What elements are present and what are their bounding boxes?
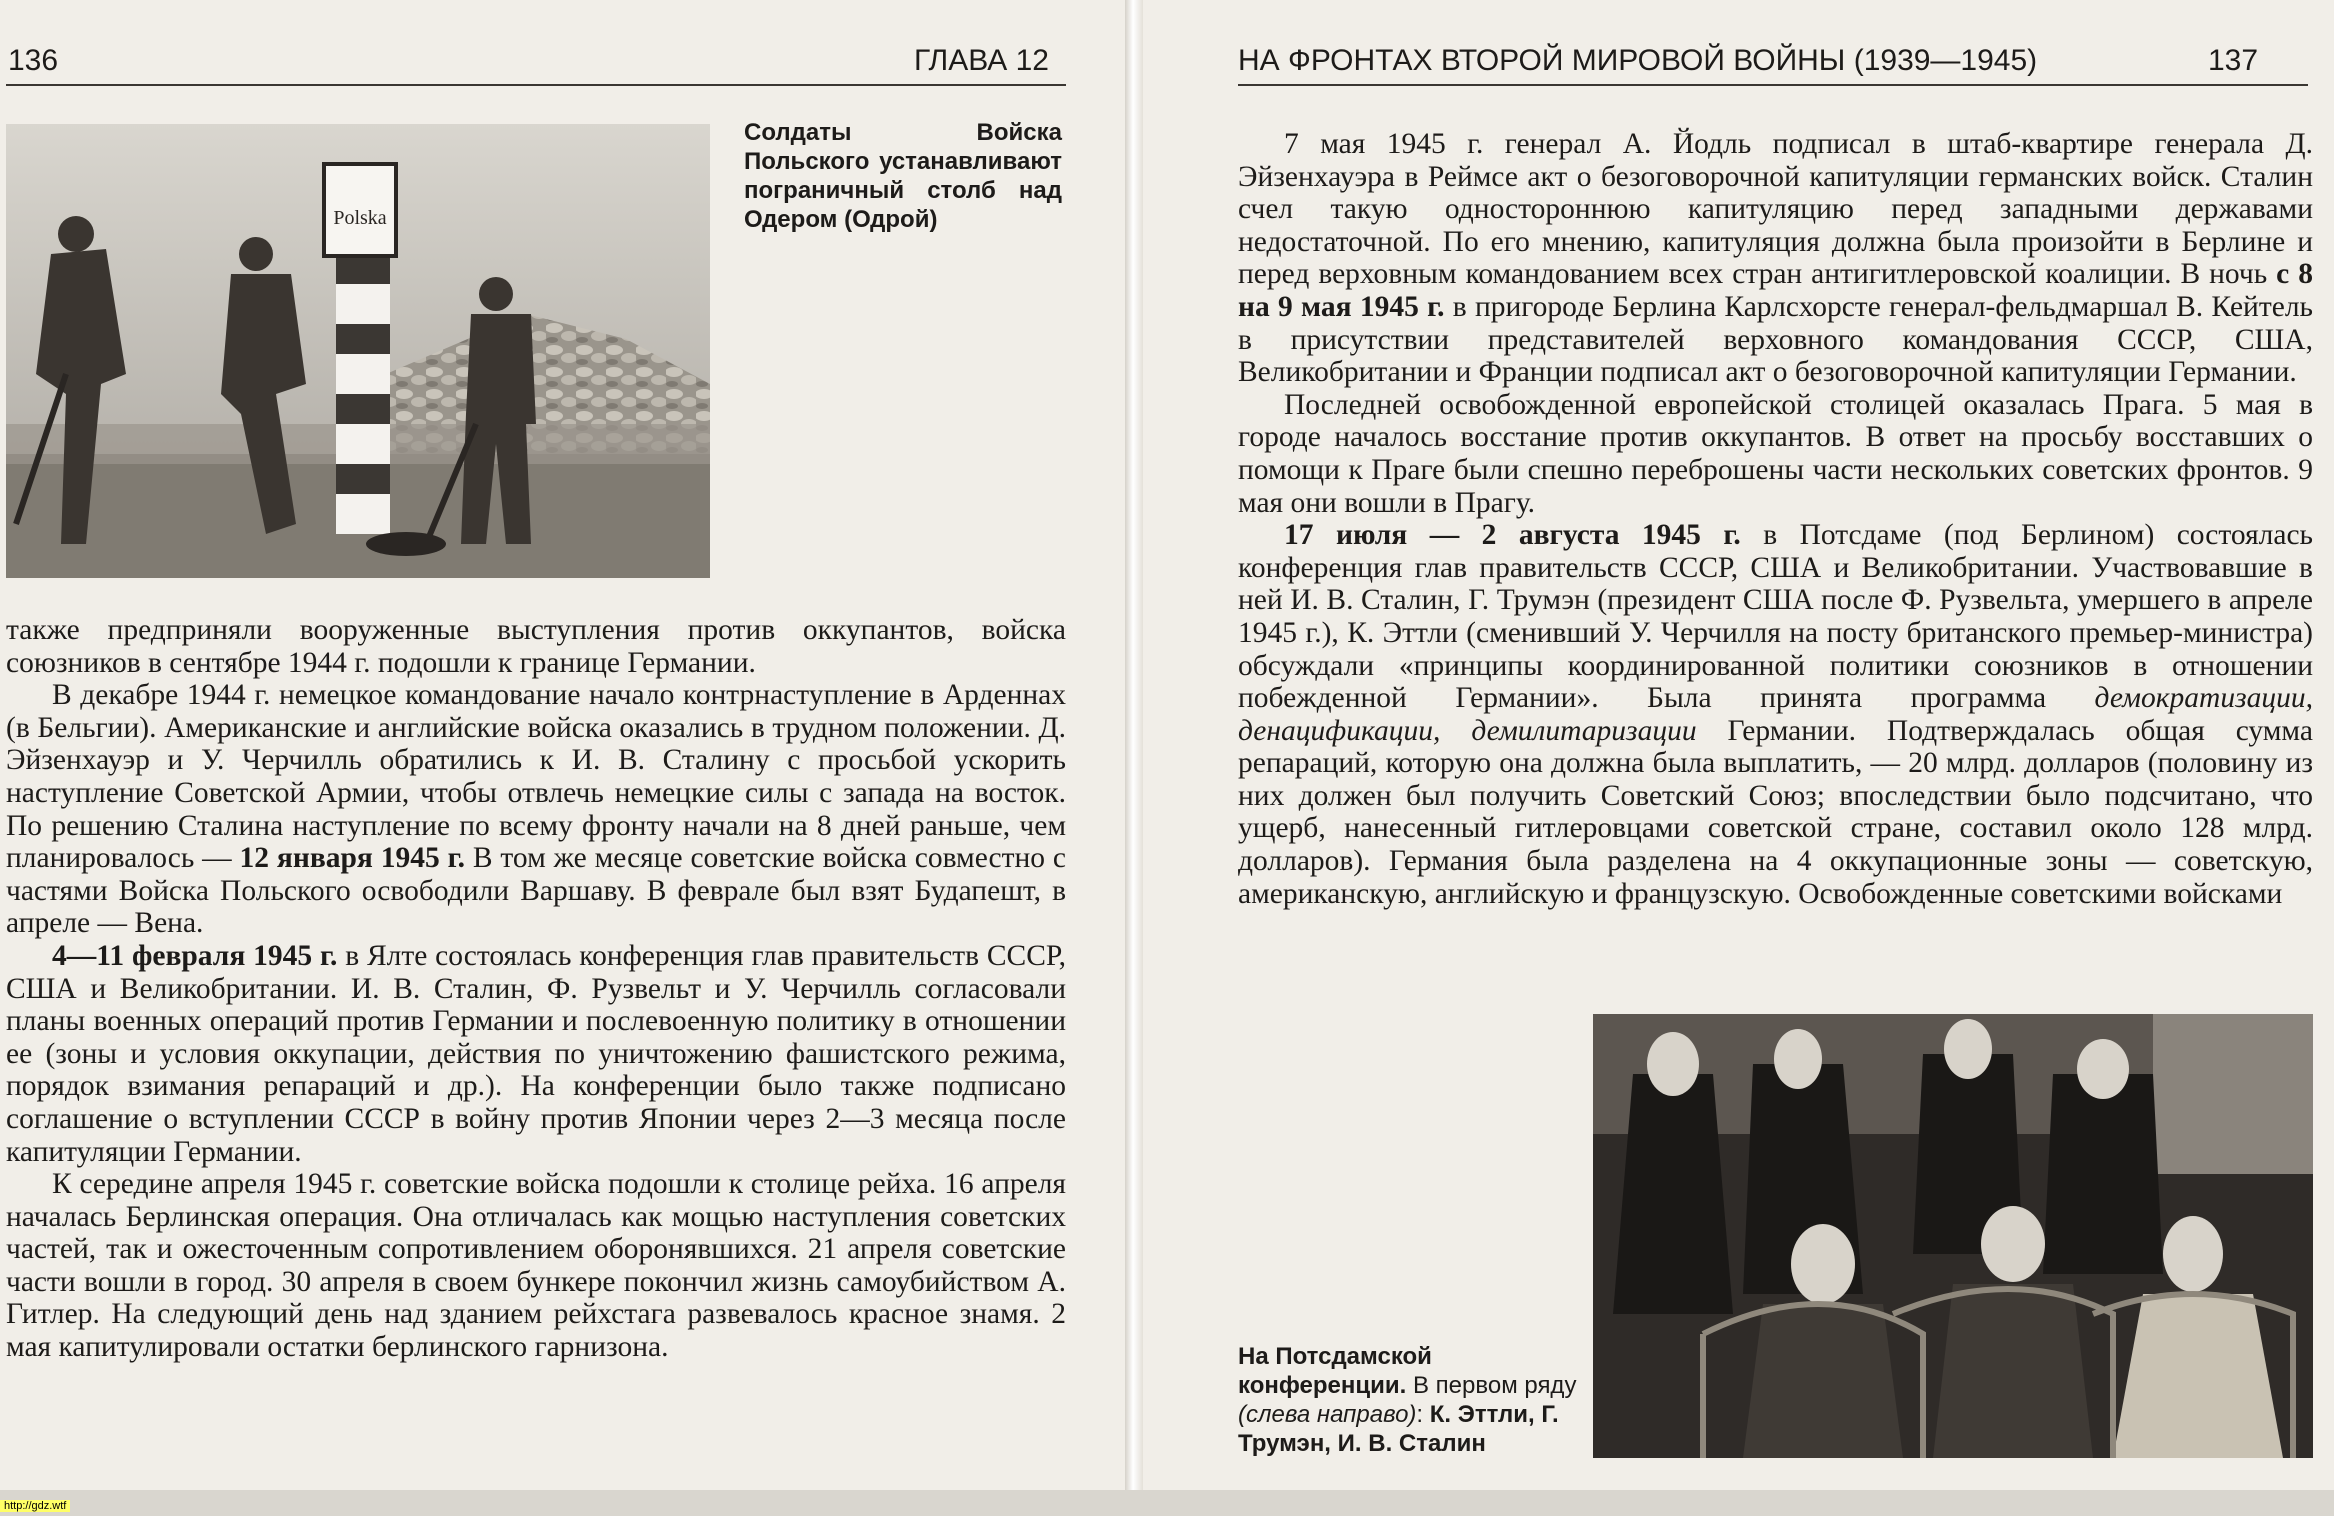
header-rule-left xyxy=(6,84,1066,86)
polska-sign-text: Polska xyxy=(333,207,387,229)
paragraph-december: В декабре 1944 г. немецкое командование начало контрнаступление в Арденнах (в Бельгии). Американские и английские войска оказались в трудном положении. Д. Эйзенхауэр и У. Черчилль обратились к И. В. Сталину с просьбой ускорить наступление Советской Армии, чтобы отвлечь немецкие силы с запада на восток. По решению Сталина наступление по всему фронту начали на 8 дней раньше, чем планировалось — 12 января 1945 г. В том же месяце советские войска совместно с частями Войска Польского освободили Варшаву. В феврале был взят Будапешт, в апреле — Вена. xyxy=(6,679,1066,940)
header-rule-right xyxy=(1238,84,2308,86)
paragraph-berlin: К середине апреля 1945 г. советские войска подошли к столице рейха. 16 апреля началась Берлинская операция. Она отличалась как мощью наступления советских частей, так и ожесточенным сопротивлением оборонявшихся. 21 апреля советские части вошли в город. 30 апреля в своем бункере покончил жизнь самоубийством А. Гитлер. На следующий день над зданием рейхстага развевалось красное знамя. 2 мая капитулировали остатки берлинского гарнизона. xyxy=(6,1168,1066,1364)
book-gutter xyxy=(1125,0,1143,1490)
left-page xyxy=(0,0,1125,1490)
running-head: НА ФРОНТАХ ВТОРОЙ МИРОВОЙ ВОЙНЫ (1939—1945) xyxy=(1238,44,2038,77)
page-number-right: 137 xyxy=(2208,44,2259,77)
photo-caption-right: На Потсдамской конференции. В первом ряду (слева направо): К. Эттли, Г. Трумэн, И. В. Сталин xyxy=(1238,1343,1577,1457)
paragraph-capitulation: 7 мая 1945 г. генерал А. Йодль подписал в штаб-квартире генерала Д. Эйзенхауэра в Реймсе акт о безоговорочной капитуляции германских войск. Сталин счел такую одностороннюю капитуляцию перед западными державами недостаточной. По его мнению, капитуляция должна была произойти в Берлине и перед верховным командованием всех стран антигитлеровской коалиции. В ночь с 8 на 9 мая 1945 г. в пригороде Берлина Карлсхорсте генерал-фельдмаршал В. Кейтель в присутствии представителей верховного командования СССР, США, Великобритании и Франции подписал акт о безоговорочной капитуляции Германии. xyxy=(1238,128,2313,389)
potsdam-conference-photo xyxy=(1593,1014,2313,1458)
soldiers-border-post-photo xyxy=(6,124,710,578)
page-number-left: 136 xyxy=(8,44,59,77)
source-link[interactable]: http://gdz.wtf xyxy=(0,1500,70,1512)
paragraph-yalta: 4—11 февраля 1945 г. в Ялте состоялась конференция глав правительств СССР, США и Великобритании. И. В. Сталин, Ф. Рузвельт и У. Черчилль согласовали планы военных операций против Германии и послевоенную политику в отношении ее (зоны и условия оккупации, действия по уничтожению фашистского режима, порядок взимания репараций и др.). На конференции было также подписано соглашение о вступлении СССР в войну против Японии через 2—3 месяца после капитуляции Германии. xyxy=(6,939,1066,1168)
photo-caption-left: Солдаты Войска Польского устанавливают пограничный столб над Одером (Одрой) xyxy=(744,119,1062,233)
paragraph-potsdam: 17 июля — 2 августа 1945 г. в Потсдаме (под Берлином) состоялась конференция глав правительств СССР, США и Великобритании. Участвовавшие в ней И. В. Сталин, Г. Трумэн (президент США после Ф. Рузвельта, умершего в апреле 1945 г.), К. Эттли (сменивший У. Черчилля на посту британского премьер-министра) обсуждали «принципы координированной политики союзников в отношении побежденной Германии». Была принята программа демократизации, денацификации, демилитаризации Германии. Подтверждалась общая сумма репараций, которую она должна была выплатить, — 20 млрд. долларов (половину из них должен был получить Советский Союз; впоследствии было подсчитано, что ущерб, нанесенный гитлеровцами советской стране, составил около 128 млрд. долларов). Германия была разделена на 4 оккупационные зоны — советскую, американскую, английскую и французскую. Освобожденные советскими войсками xyxy=(1238,519,2313,910)
paragraph-prague: Последней освобожденной европейской столицей оказалась Прага. 5 мая в городе началось восстание против оккупантов. В ответ на просьбу восставших о помощи к Праге были спешно переброшены части нескольких советских фронтов. 9 мая они вошли в Прагу. xyxy=(1238,388,2313,519)
right-body-text-top xyxy=(1238,128,2313,910)
left-body-text xyxy=(6,614,1066,1364)
paragraph-continuation: также предприняли вооруженные выступления против оккупантов, войска союзников в сентябре 1944 г. подошли к границе Германии. xyxy=(6,614,1066,679)
chapter-label: ГЛАВА 12 xyxy=(914,44,1049,77)
right-page xyxy=(1143,0,2334,1490)
